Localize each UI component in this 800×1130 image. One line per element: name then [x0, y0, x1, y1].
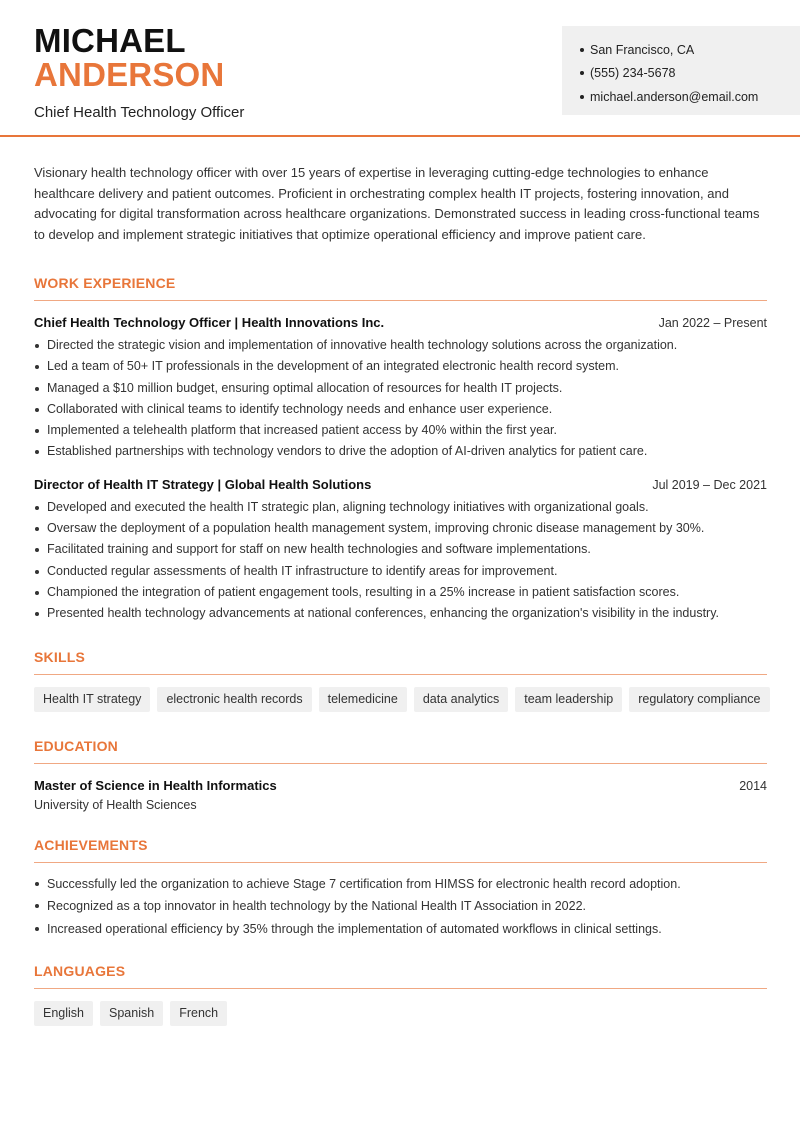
- list-item: Directed the strategic vision and implementation of innovative health technology solutions across the organization.: [34, 335, 767, 356]
- bullet-icon: [580, 48, 584, 52]
- language-tag: Spanish: [100, 1001, 163, 1026]
- job-dates: Jan 2022 – Present: [658, 316, 767, 330]
- bullet-icon: [580, 71, 584, 75]
- achievements-section: [34, 837, 767, 941]
- list-item: Conducted regular assessments of health IT infrastructure to identify areas for improvement.: [34, 561, 767, 582]
- skill-tag: electronic health records: [157, 687, 311, 712]
- list-item: Established partnerships with technology vendors to drive the adoption of AI-driven analytics for patient care.: [34, 441, 767, 462]
- contact-location-text: San Francisco, CA: [590, 42, 695, 57]
- list-item: Presented health technology advancements at national conferences, enhancing the organization's visibility in the industry.: [34, 603, 767, 624]
- skill-tags: [34, 687, 767, 712]
- list-item: Oversaw the deployment of a population health management system, improving chronic disease management by 30%.: [34, 518, 767, 539]
- job-title: Chief Health Technology Officer | Health Innovations Inc.: [34, 315, 385, 330]
- job-dates: Jul 2019 – Dec 2021: [652, 477, 767, 492]
- job-header: [34, 477, 767, 492]
- list-item: Facilitated training and support for staff on new health technologies and software implementations.: [34, 539, 767, 560]
- bullet-icon: [580, 95, 584, 99]
- list-item: Collaborated with clinical teams to identify technology needs and enhance user experience.: [34, 399, 767, 420]
- list-item: Championed the integration of patient engagement tools, resulting in a 25% increase in patient satisfaction scores.: [34, 582, 767, 603]
- job-bullets: [34, 335, 767, 463]
- contact-email-text: michael.anderson@email.com: [590, 89, 759, 104]
- resume-body: [34, 137, 767, 1026]
- list-item: Managed a $10 million budget, ensuring optimal allocation of resources for health IT projects.: [34, 378, 767, 399]
- list-item: Increased operational efficiency by 35% through the implementation of automated workflows in clinical settings.: [34, 918, 767, 941]
- section-title-achievements: ACHIEVEMENTS: [34, 837, 767, 863]
- skill-tag: team leadership: [515, 687, 622, 712]
- list-item: Developed and executed the health IT strategic plan, aligning technology initiatives with organizational goals.: [34, 497, 767, 518]
- job-entry: [34, 477, 767, 625]
- job-bullets: [34, 497, 767, 625]
- section-title-skills: SKILLS: [34, 649, 767, 675]
- job-role: Chief Health Technology Officer: [34, 104, 245, 121]
- education-section: [34, 738, 767, 812]
- work-experience-section: [34, 275, 767, 625]
- job-title: Director of Health IT Strategy | Global Health Solutions: [34, 476, 372, 492]
- skill-tag: regulatory compliance: [629, 687, 769, 712]
- skill-tag: data analytics: [414, 687, 508, 712]
- languages-section: [34, 963, 767, 1026]
- contact-box: [562, 26, 800, 115]
- section-title-languages: LANGUAGES: [34, 963, 767, 989]
- job-header: [34, 315, 767, 330]
- job-entry: [34, 315, 767, 463]
- list-item: Implemented a telehealth platform that increased patient access by 40% within the first year.: [34, 420, 767, 441]
- contact-email: [580, 85, 800, 109]
- contact-location: [580, 38, 800, 62]
- school-name: University of Health Sciences: [34, 797, 197, 812]
- degree: Master of Science in Health Informatics: [34, 777, 277, 793]
- language-tags: [34, 1001, 767, 1026]
- contact-phone: [580, 62, 800, 86]
- list-item: Successfully led the organization to achieve Stage 7 certification from HIMSS for electronic health record adoption.: [34, 873, 767, 896]
- first-name: MICHAEL: [34, 22, 186, 59]
- skill-tag: telemedicine: [319, 687, 407, 712]
- language-tag: French: [170, 1001, 227, 1026]
- achievement-list: [34, 873, 767, 941]
- resume-header: [0, 0, 800, 137]
- skill-tag: Health IT strategy: [34, 687, 150, 712]
- last-name: ANDERSON: [34, 56, 225, 93]
- section-title-education: EDUCATION: [34, 738, 767, 764]
- name-block: [34, 24, 244, 121]
- list-item: Recognized as a top innovator in health technology by the National Health IT Association in 2022.: [34, 895, 767, 918]
- contact-phone-text: (555) 234-5678: [590, 66, 676, 81]
- list-item: Led a team of 50+ IT professionals in the development of an integrated electronic health record system.: [34, 356, 767, 377]
- section-title-work: WORK EXPERIENCE: [34, 275, 767, 301]
- summary: Visionary health technology officer with over 15 years of expertise in leveraging cutting-edge technologies to enhance healthcare delivery and patient outcomes. Proficient in orchestrating complex health IT projects, fostering innovation, and advocating for digital transformation across healthcare organizations. Demonstrated success in leading cross-functional teams to develop and implement strategic initiatives that optimize operational efficiency and improve patient care.: [34, 165, 760, 242]
- skills-section: [34, 649, 767, 712]
- education-header: [34, 778, 767, 793]
- graduation-year: 2014: [739, 778, 767, 793]
- language-tag: English: [34, 1001, 93, 1026]
